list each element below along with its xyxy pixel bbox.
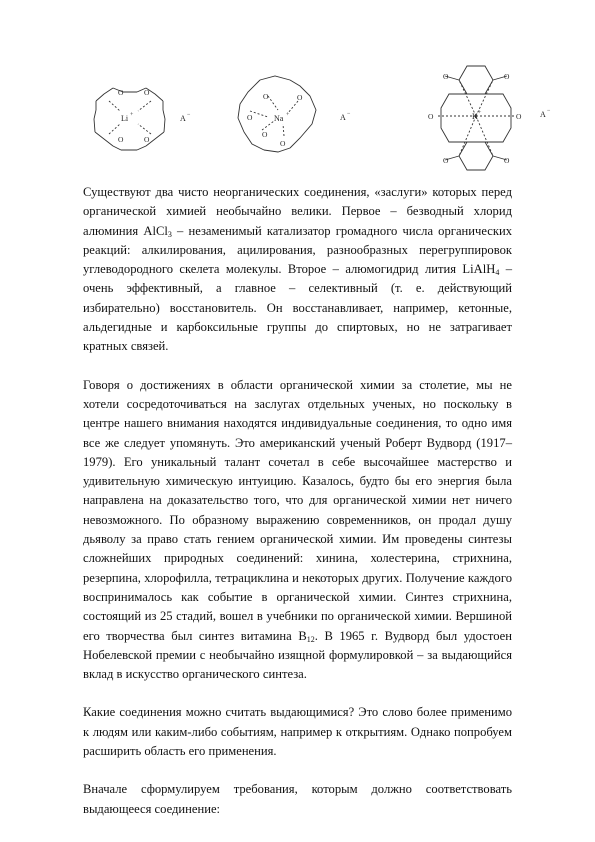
oxygen-label: O (504, 156, 510, 165)
oxygen-label: O (262, 130, 268, 139)
oxygen-label: O (297, 93, 303, 102)
oxygen-label: O (428, 112, 434, 121)
crown-ether-structures-svg (0, 0, 595, 180)
paragraph-text: – незаменимый катализатор громадного числа органических реакций: алкилирования, ацилирования, разнообразных перегруппировок углеводородного скелета молекулы. Второе – алюмогидрид лития LiAlH (83, 223, 512, 277)
metal-ion-label: Li (121, 114, 129, 123)
oxygen-label: O (144, 88, 150, 97)
subscript: 12 (306, 634, 315, 644)
anion-label: A (340, 113, 346, 122)
oxygen-label: O (443, 72, 449, 81)
subscript: 4 (495, 268, 500, 278)
anion-charge: − (547, 108, 551, 114)
oxygen-label: O (144, 135, 150, 144)
paragraph-text: – очень эффективный, а главное – селективный (т. е. действующий избирательно) восстановитель. Он восстанавливает, например, кетонные, альдегидные и карбоксильные группы до спиртовых, но не затрагивает кратных связей. (83, 262, 513, 354)
crown-ether-structure-li (94, 88, 165, 150)
paragraph-text: Говоря о достижениях в области органической химии за столетие, мы не хотели сосредоточиваться на заслугах отдельных ученых, но поскольку в центре нашего внимания находятся индивидуальные соединения, то одно имя все же следует упомянуть. Это американский ученый Роберт Вудворд (1917–1979). Его уникальный талант сочетал в себе высочайшее мастерство и удивительную химическую интуицию. Казалось, будто бы его энергия была направлена на доказательство того, что для органической химии нет ничего невозможного. По образному выражению современников, он продал душу дьяволу за право стать гением органической химии. Им проведены синтезы сложнейших природных соединений: хинина, холестерина, стрихнина, резерпина, хлорофилла, тетрациклина и некоторых других. Получение каждого воспринималось как событие в органической химии. Синтез стрихнина, состоящий из 25 стадий, вошел в учебники по органической химии. Вершиной его творчества был синтез витамина B (83, 377, 512, 643)
oxygen-label: O (516, 112, 522, 121)
paragraph-requirements: Вначале сформулируем требования, которым должно соответствовать выдающееся соединение: (83, 782, 512, 816)
ion-charge: + (286, 112, 290, 118)
paragraph-inorganic-compounds (83, 183, 512, 357)
anion-charge: − (347, 111, 351, 117)
anion-charge: − (187, 112, 191, 118)
metal-ion-label: K (472, 112, 478, 121)
paragraph-text: . В 1965 г. Вудворд был удостоен Нобелевской премии с необычайно изящной формулировкой – за выдающийся вклад в искусство органического синтеза. (83, 628, 512, 682)
oxygen-label: O (118, 88, 124, 97)
subscript: 3 (167, 229, 172, 239)
metal-ion-label: Na (274, 114, 284, 123)
oxygen-label: O (504, 72, 510, 81)
crown-ether-figures (0, 0, 595, 180)
oxygen-label: O (118, 135, 124, 144)
oxygen-label: O (443, 156, 449, 165)
anion-label: A (180, 114, 186, 123)
paragraph-outstanding-question: Какие соединения можно считать выдающимися? Это слово более применимо к людям или каким-либо событиям, например к открытиям. Однако попробуем расширить область его применения. (83, 705, 512, 759)
document-body (83, 183, 512, 819)
oxygen-label: O (280, 139, 286, 148)
anion-label: A (540, 110, 546, 119)
oxygen-label: O (263, 92, 269, 101)
paragraph-woodward (83, 376, 512, 685)
ion-charge: + (478, 110, 482, 116)
oxygen-label: O (247, 113, 253, 122)
ion-charge: + (130, 112, 134, 118)
paragraph-text: Существуют два чисто неорганических соединения, «заслуги» которых перед органической химией необычайно велики. Первое – безводный хлорид алюминия AlCl (83, 185, 512, 238)
